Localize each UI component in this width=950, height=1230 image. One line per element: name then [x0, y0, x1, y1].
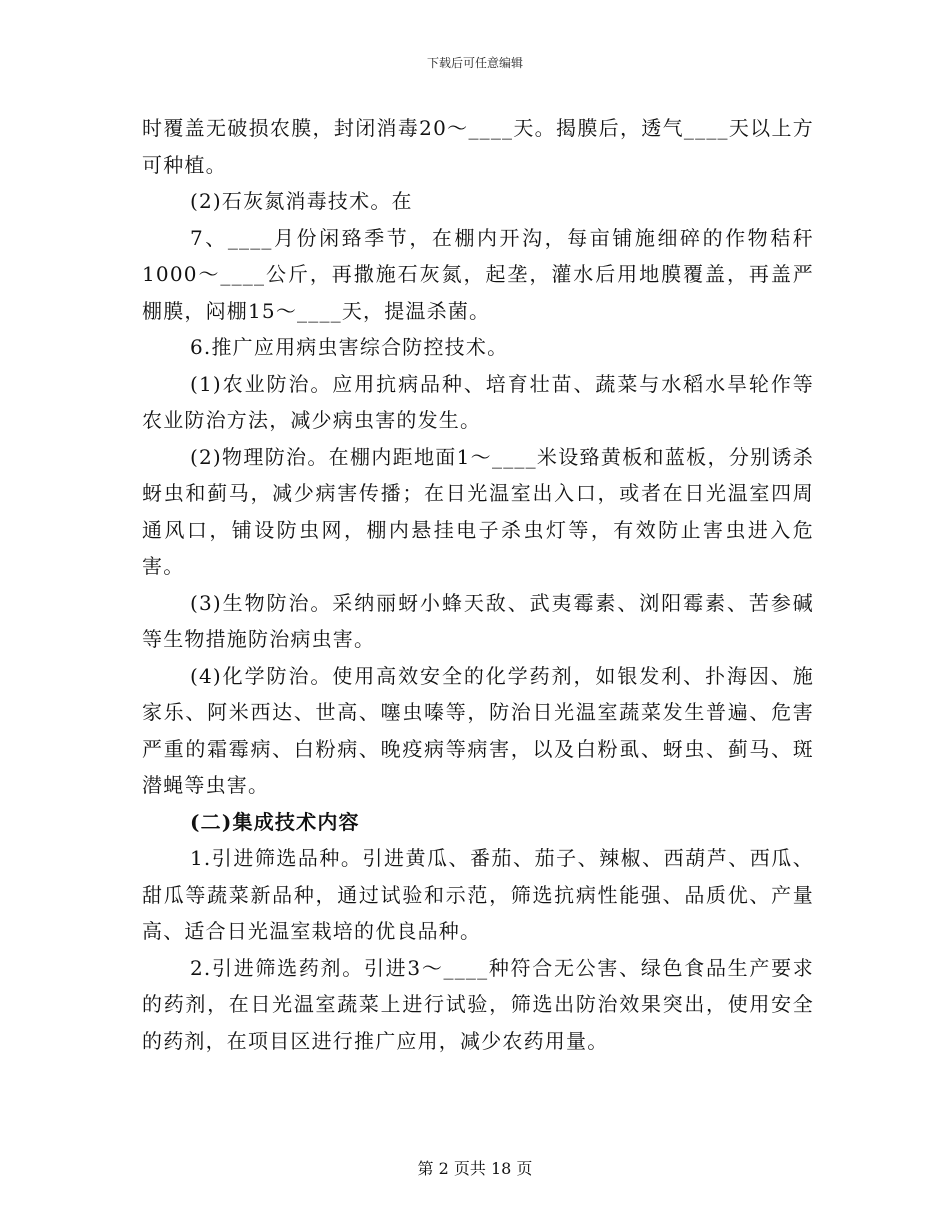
paragraph-5: (1)农业防治。应用抗病品种、培育壮苗、蔬菜与水稻水旱轮作等农业防治方法，减少病虫害的发生。	[142, 371, 814, 432]
paragraph-10: 2.引进筛选药剂。引进3～____种符合无公害、绿色食品生产要求的药剂，在日光温室蔬菜上进行试验，筛选出防治效果突出，使用安全的药剂，在项目区进行推广应用，减少农药用量。	[142, 955, 814, 1053]
section-heading: (二)集成技术内容	[190, 809, 360, 834]
paragraph-9: 1.引进筛选品种。引进黄瓜、番茄、茄子、辣椒、西葫芦、西瓜、甜瓜等蔬菜新品种，通过试验和示范，筛选抗病性能强、品质优、产量高、适合日光温室栽培的优良品种。	[142, 846, 814, 943]
paragraph-3: 7、____月份闲臵季节，在棚内开沟，每亩铺施细碎的作物秸秆1000～____公斤，再撒施石灰氮，起垄，灌水后用地膜覆盖，再盖严棚膜，闷棚15～____天，提温杀菌。	[142, 225, 814, 323]
page-header-note: 下载后可任意编辑	[426, 56, 523, 70]
paragraph-4: 6.推广应用病虫害综合防控技术。	[190, 335, 509, 359]
paragraph-2: (2)石灰氮消毒技术。在	[190, 189, 413, 213]
paragraph-8: (4)化学防治。使用高效安全的化学药剂，如银发利、扑海因、施家乐、阿米西达、世高、噻虫嗪等，防治日光温室蔬菜发生普遍、危害严重的霜霉病、白粉病、晚疫病等病害，以及白粉虱、蚜虫、蓟马、斑潜蝇等虫害。	[142, 663, 814, 797]
paragraph-6: (2)物理防治。在棚内距地面1～____米设臵黄板和蓝板，分别诱杀蚜虫和蓟马，减少病害传播；在日光温室出入口，或者在日光温室四周通风口，铺设防虫网，棚内悬挂电子杀虫灯等，有效防止害虫进入危害。	[142, 444, 814, 578]
document-body	[142, 110, 814, 1059]
paragraph-1: 时覆盖无破损农膜，封闭消毒20～____天。揭膜后，透气____天以上方可种植。	[142, 116, 814, 177]
page-number-footer: 第 2 页共 18 页	[417, 1159, 533, 1178]
paragraph-7: (3)生物防治。采纳丽蚜小蜂天敌、武夷霉素、浏阳霉素、苦参碱等生物措施防治病虫害。	[142, 590, 814, 651]
